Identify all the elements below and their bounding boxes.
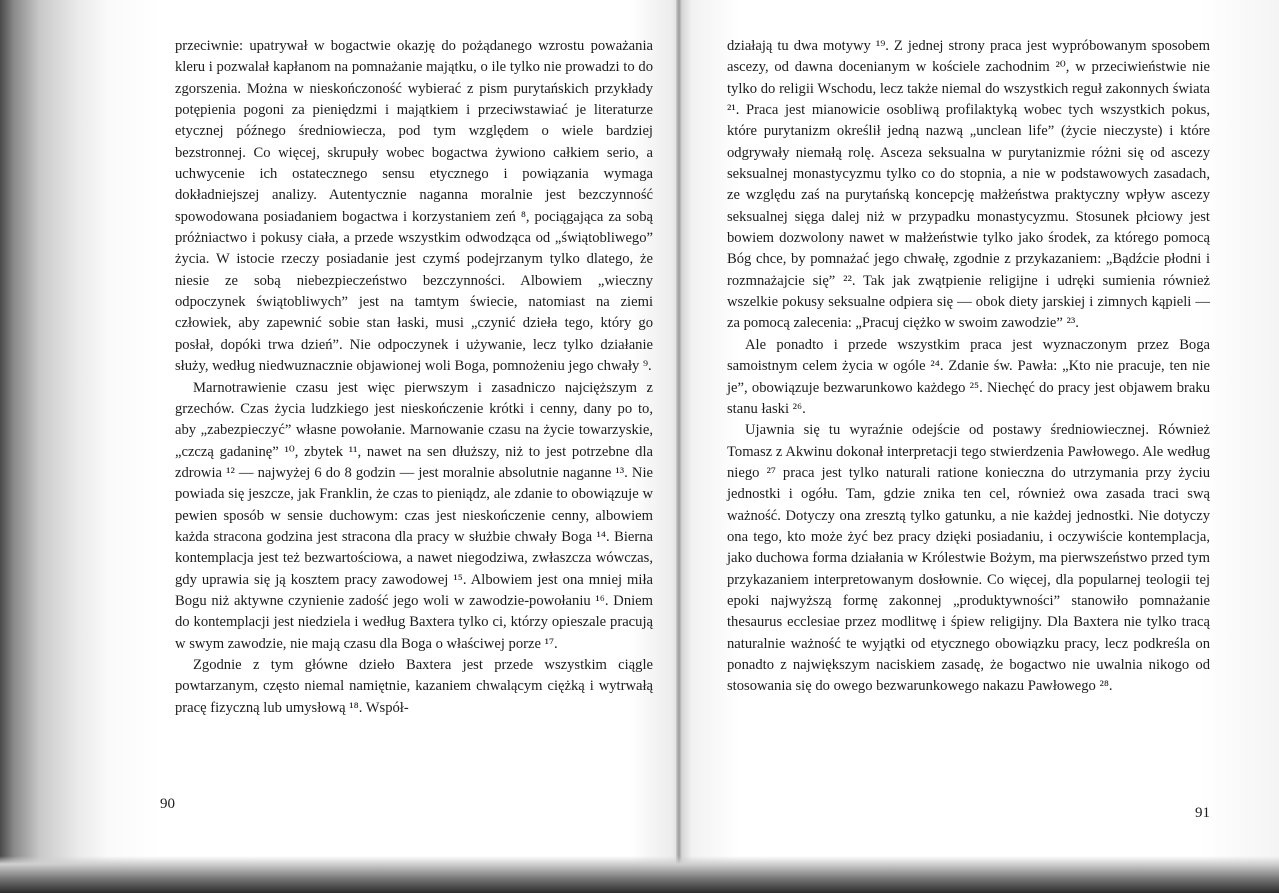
left-paragraph-2: Marnotrawienie czasu jest więc pierwszym i zasadniczo najcięższym z grzechów. Czas życia ludzkiego jest nieskończenie krótki i cenny, dany po to, aby „zabezpieczyć” własne powołanie. Marnowanie czasu na życie towarzyskie, „czczą gadaninę” ¹⁰, zbytek ¹¹, nawet na sen dłuższy, niż to jest potrzebne dla zdrowia ¹² — najwyżej 6 do 8 godzin — jest moralnie absolutnie naganne ¹³. Nie powiada się jeszcze, jak Franklin, że czas to pieniądz, ale zdanie to obowiązuje w pewien sposób w sensie duchowym: czas jest nieskończenie cenny, albowiem każda stracona godzina jest stracona dla pracy w służbie chwały Boga ¹⁴. Bierna kontemplacja jest też bezwartościowa, a nawet niegodziwa, zwłaszcza wówczas, gdy uprawia się ją kosztem pracy zawodowej ¹⁵. Albowiem jest ona mniej miła Bogu niż aktywne czynienie zadość jego woli w zawodzie-powołaniu ¹⁶. Dniem do kontemplacji jest niedziela i według Baxtera tylko ci, którzy opieszale pracują w swym zawodzie, nie mają czasu dla Boga o właściwej porze ¹⁷. [175,379,653,652]
right-paragraph-2: Ale ponadto i przede wszystkim praca jest wyznaczonym przez Boga samoistnym celem życia w ogóle ²⁴. Zdanie św. Pawła: „Kto nie pracuje, ten nie je”, obowiązuje bezwarunkowo każdego ²⁵. Niechęć do pracy jest objawem braku stanu łaski ²⁶. [727,336,1210,417]
right-page-number: 91 [1195,805,1210,821]
left-paragraph-1: przeciwnie: upatrywał w bogactwie okazję do pożądanego wzrostu poważania kleru i pozwalał kapłanom na pomnażanie majątku, o ile tylko nie prowadzi to do zgorszenia. Można w nieskończoność wybierać z pism purytańskich przykłady potępienia pogoni za pieniędzmi i majątkiem i przeciwstawiać je literaturze etycznej późnego średniowiecza, pod tym względem o wiele bardziej bezstronnej. Co więcej, skrupuły wobec bogactwa żywiono całkiem serio, a uchwycenie ich ostatecznego sensu etycznego i powiązania wymaga dokładniejszej analizy. Autentycznie naganna moralnie jest bezczynność spowodowana posiadaniem bogactwa i korzystaniem zeń ⁸, pociągająca za sobą próżniactwo i pokusy ciała, a przede wszystkim odwodząca od „świątobliwego” życia. W istocie rzeczy posiadanie jest czymś podejrzanym tylko dlatego, że niesie ze sobą niebezpieczeństwo bezczynności. Albowiem „wieczny odpoczynek świątobliwych” jest na tamtym świecie, natomiast na ziemi człowiek, aby zapewnić sobie stan łaski, musi „czynić dzieła tego, który go posłał, dopóki trwa dzień”. Nie odpoczynek i używanie, lecz tylko działanie służy, według niedwuznacznie objawionej woli Boga, pomnożeniu jego chwały ⁹. [175,38,653,375]
left-page-number: 90 [160,796,175,812]
left-scan-shadow [0,0,108,893]
left-paragraph-3: Zgodnie z tym główne dzieło Baxtera jest przede wszystkim ciągle powtarzanym, często niemal namiętnie, kazaniem chwalącym ciężką i wytrwałą pracę fizyczną lub umysłową ¹⁸. Współ- [175,656,653,716]
right-paragraph-3: Ujawnia się tu wyraźnie odejście od postawy średniowiecznej. Również Tomasz z Akwinu dokonał interpretacji tego stwierdzenia Pawłowego. Ale według niego ²⁷ praca jest tylko naturali ratione konieczna do utrzymania przy życiu jednostki i ogółu. Tam, gdzie znika ten cel, również owa zasada traci swą ważność. Dotyczy ona zresztą tylko gatunku, a nie każdej jednostki. Nie dotyczy ona tego, kto może żyć bez pracy dzięki posiadaniu, i oczywiście kontemplacja, jako duchowa forma działania w Królestwie Bożym, ma pierwszeństwo przed tym przykazaniem interpretowanym dosłownie. Co więcej, dla popularnej teologii tej epoki najwyższą formę zakonnej „produktywności” stanowiło pomnażanie thesaurus ecclesiae przez modlitwę i śpiew religijny. Dla Baxtera nie tylko tracą naturalnie ważność te wyjątki od etycznego obowiązku pracy, lecz podkreśla on ponadto z największym naciskiem zasadę, że bogactwo nie uwalnia nikogo od stosowania się do owego bezwarunkowego nakazu Pawłowego ²⁸. [727,422,1210,695]
right-page [727,36,1210,698]
book-spine [676,0,682,893]
bottom-scan-shadow [0,856,1279,893]
right-paragraph-1: działają tu dwa motywy ¹⁹. Z jednej strony praca jest wypróbowanym sposobem ascezy, od dawna docenianym w kościele zachodnim ²⁰, w przeciwieństwie nie tylko do religii Wschodu, lecz także niemal do wszystkich reguł zakonnych świata ²¹. Praca jest mianowicie osobliwą profilaktyką wobec tych wszystkich pokus, które purytanizm określił jedną nazwą „unclean life” (życie nieczyste) i które odgrywały niemałą rolę. Asceza seksualna w purytanizmie różni się od ascezy seksualnej monastycyzmu tylko co do stopnia, a nie w podstawowych zasadach, ze względu zaś na purytańską koncepcję małżeństwa praktyczny wpływ ascezy seksualnej sięga dalej niż w przypadku monastycyzmu. Stosunek płciowy jest bowiem dozwolony nawet w małżeństwie tylko jako środek, za którego pomocą Bóg chce, by pomnażać jego chwałę, zgodnie z przykazaniem: „Bądźcie płodni i rozmnażajcie się” ²². Tak jak zwątpienie religijne i udręki sumienia również wszelkie pokusy seksualne odpiera się — obok diety jarskiej i zimnych kąpieli — za pomocą zalecenia: „Pracuj ciężko w swoim zawodzie” ²³. [727,38,1210,332]
left-page [175,36,653,719]
